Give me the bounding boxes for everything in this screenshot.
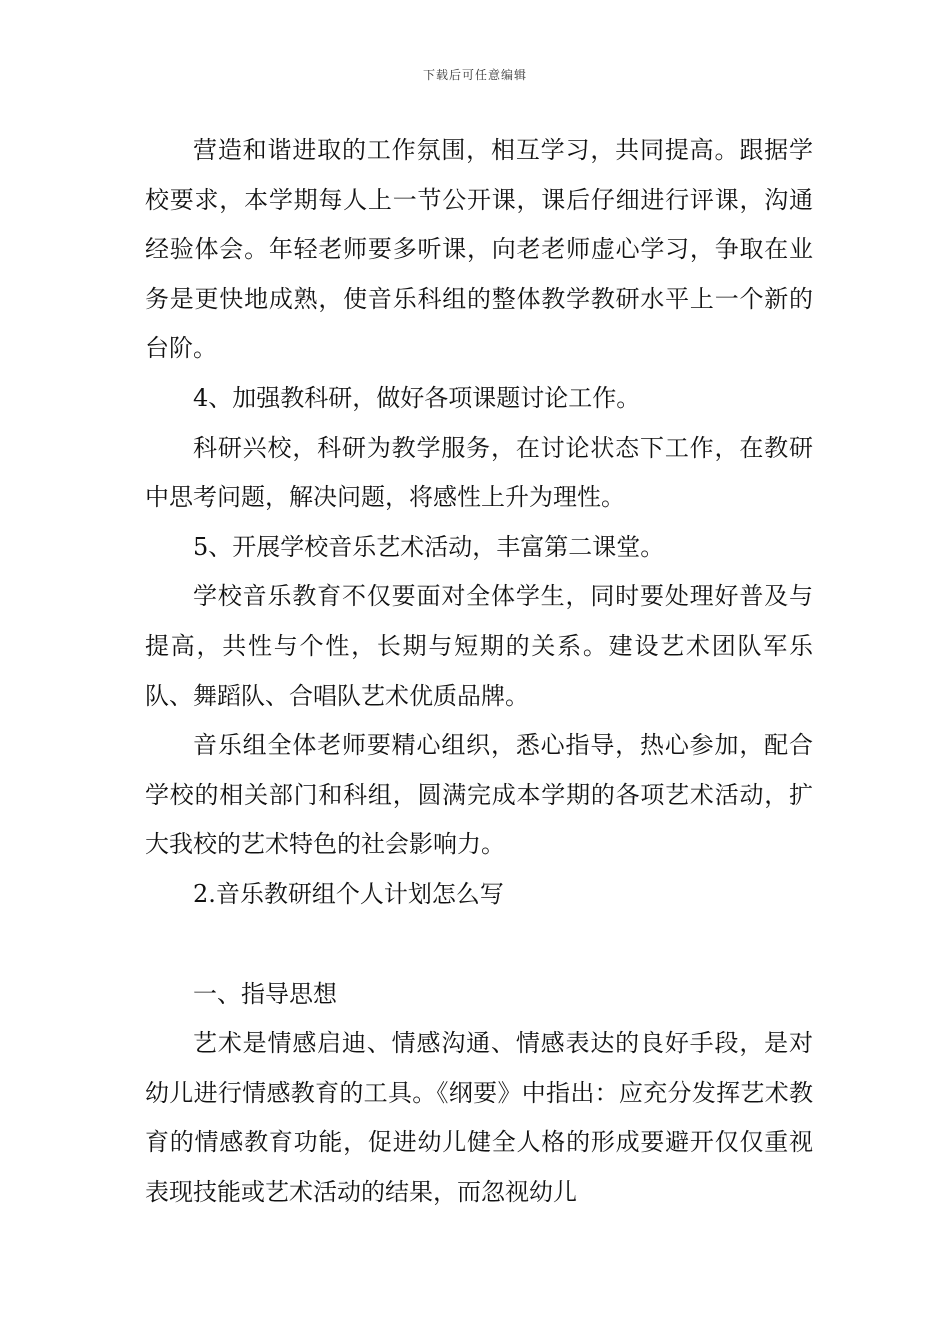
page-header-note: 下载后可任意编辑 xyxy=(422,68,527,82)
section-spacer xyxy=(145,920,813,970)
paragraph-heading-research: 4、加强教科研，做好各项课题讨论工作。 xyxy=(193,383,641,412)
section-title-personal-plan: 2.音乐教研组个人计划怎么写 xyxy=(193,879,504,908)
paragraph-teaching-atmosphere: 营造和谐进取的工作氛围，相互学习，共同提高。跟据学校要求，本学期每人上一节公开课，课后仔细进行评课，沟通经验体会。年轻老师要多听课，向老老师虚心学习，争取在业务是更快地成熟，使音乐科组的整体教学教研水平上一个新的台阶。 xyxy=(145,136,813,363)
paragraph-research-detail: 科研兴校，科研为教学服务，在讨论状态下工作，在教研中思考问题，解决问题，将感性上升为理性。 xyxy=(145,433,813,512)
section-heading-guiding-ideology: 一、指导思想 xyxy=(193,979,337,1008)
paragraph-art-emotion: 艺术是情感启迪、情感沟通、情感表达的良好手段，是对幼儿进行情感教育的工具。《纲要》中指出：应充分发挥艺术教育的情感教育功能，促进幼儿健全人格的形成要避开仅仅重视表现技能或艺术活动的结果，而忽视幼儿 xyxy=(145,1029,813,1206)
document-body xyxy=(145,126,813,1217)
paragraph-heading-activities: 5、开展学校音乐艺术活动，丰富第二课堂。 xyxy=(193,532,665,561)
paragraph-teacher-organization: 音乐组全体老师要精心组织，悉心指导，热心参加，配合学校的相关部门和科组，圆满完成本学期的各项艺术活动，扩大我校的艺术特色的社会影响力。 xyxy=(145,731,813,859)
paragraph-music-education: 学校音乐教育不仅要面对全体学生，同时要处理好普及与提高，共性与个性，长期与短期的关系。建设艺术团队军乐队、舞蹈队、合唱队艺术优质品牌。 xyxy=(145,582,813,710)
